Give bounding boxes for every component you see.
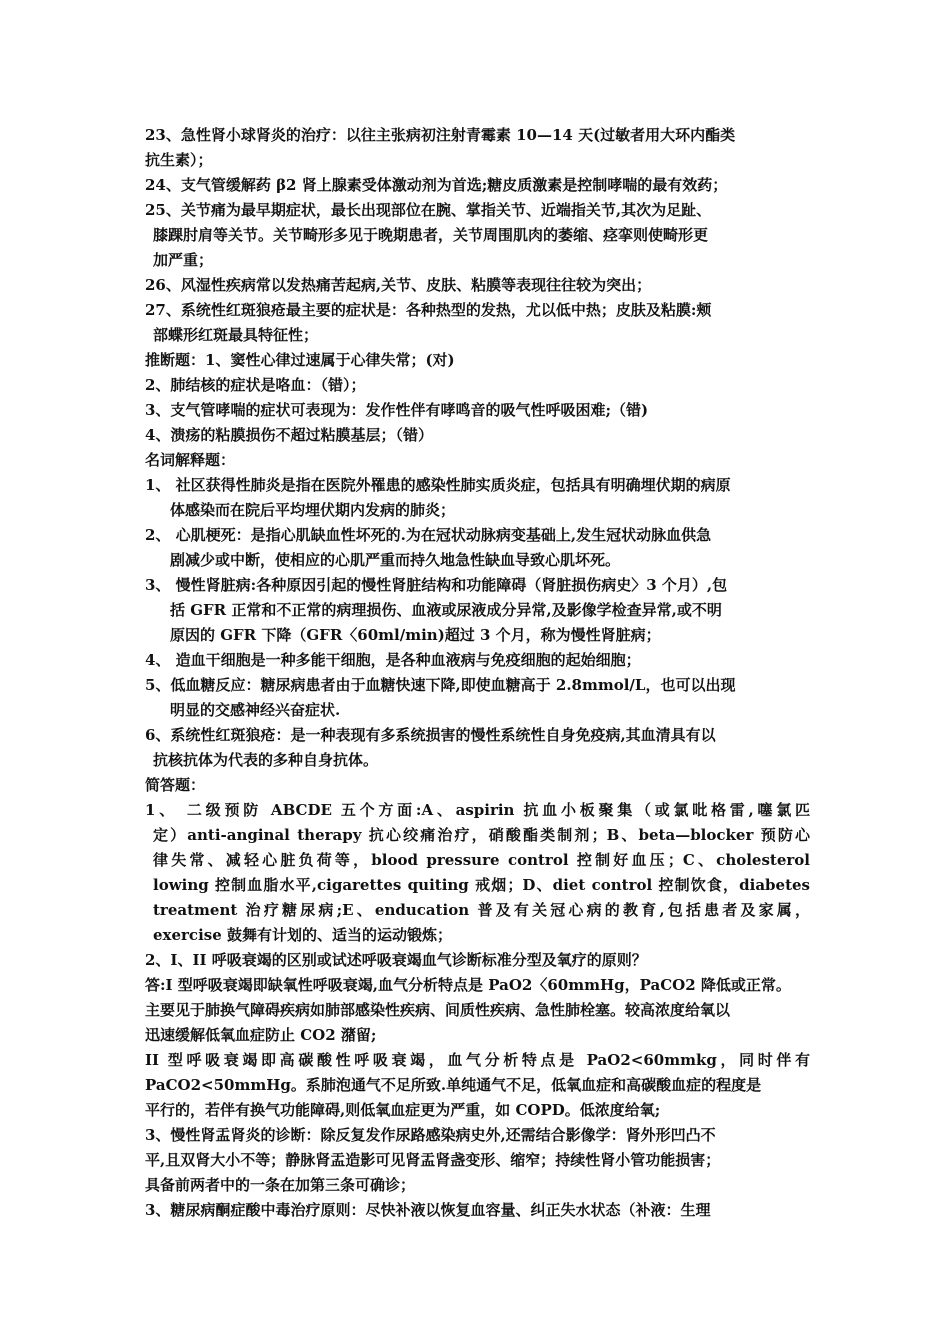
section-heading: 名词解释题：: [145, 451, 236, 469]
text-line: 主要见于肺换气障碍疾病如肺部感染性疾病、间质性疾病、急性肺栓塞。较高浓度给氧以: [145, 1001, 731, 1019]
text-line: 1、 二级预防 ABCDE 五个方面:A、aspirin 抗血小板聚集（或氯吡格雷,噻氯匹: [145, 801, 810, 819]
text-line: 迅速缓解低氧血症防止 CO2 潴留;: [145, 1026, 377, 1044]
text-line: 剧减少或中断，使相应的心肌严重而持久地急性缺血导致心肌坏死。: [170, 551, 621, 569]
text-line: 定）anti-anginal therapy 抗心绞痛治疗，硝酸酯类制剂；B、beta—blocker 预防心: [153, 826, 810, 844]
text-line: 3、糖尿病酮症酸中毒治疗原则：尽快补液以恢复血容量、纠正失水状态（补液：生理: [145, 1201, 711, 1219]
text-line: 23、急性肾小球肾炎的治疗：以往主张病初注射青霉素 10—14 天(过敏者用大环内酯类: [145, 126, 736, 144]
text-line: 律失常、减轻心脏负荷等，blood pressure control 控制好血压；C、cholesterol: [153, 851, 810, 869]
text-line: 4、溃疡的粘膜损伤不超过粘膜基层；（错）: [145, 426, 433, 444]
text-line: 6、系统性红斑狼疮：是一种表现有多系统损害的慢性系统性自身免疫病,其血清具有以: [145, 726, 716, 744]
text-line: 具备前两者中的一条在加第三条可确诊；: [145, 1176, 416, 1194]
text-line: 4、 造血干细胞是一种多能干细胞，是各种血液病与免疫细胞的起始细胞；: [145, 651, 641, 669]
text-line: 抗生素）；: [145, 151, 213, 169]
text-line: 5、低血糖反应：糖尿病患者由于血糖快速下降,即使血糖高于 2.8mmol/L，也可以出现: [145, 676, 736, 694]
text-line: 3、支气管哮喘的症状可表现为：发作性伴有哮鸣音的吸气性呼吸困难;（错): [145, 401, 649, 419]
text-line: 原因的 GFR 下降（GFR〈60ml/min)超过 3 个月，称为慢性肾脏病；: [170, 626, 661, 644]
text-line: 抗核抗体为代表的多种自身抗体。: [153, 751, 379, 769]
text-line: 膝踝肘肩等关节。关节畸形多见于晚期患者，关节周围肌肉的萎缩、痉挛则使畸形更: [153, 226, 709, 244]
text-line: 2、I、II 呼吸衰竭的区别或试述呼吸衰竭血气诊断标准分型及氧疗的原则？: [145, 951, 647, 969]
text-line: 平,且双肾大小不等；静脉肾盂造影可见肾盂肾盏变形、缩窄；持续性肾小管功能损害；: [145, 1151, 721, 1169]
text-line: lowing 控制血脂水平,cigarettes quiting 戒烟；D、diet control 控制饮食，diabetes: [153, 876, 810, 894]
text-line: II 型呼吸衰竭即高碳酸性呼吸衰竭，血气分析特点是 PaO2<60mmkg，同时伴有: [145, 1051, 810, 1069]
text-line: 1、 社区获得性肺炎是指在医院外罹患的感染性肺实质炎症，包括具有明确埋伏期的病原: [145, 476, 731, 494]
text-line: 明显的交感神经兴奋症状.: [170, 701, 341, 719]
document-body: [145, 123, 810, 1223]
section-heading: 简答题：: [145, 776, 206, 794]
text-line: 体感染而在院后平均埋伏期内发病的肺炎；: [170, 501, 456, 519]
text-line: exercise 鼓舞有计划的、适当的运动锻炼；: [153, 926, 452, 944]
text-line: 27、系统性红斑狼疮最主要的症状是：各种热型的发热，尤以低中热；皮肤及粘膜:颊: [145, 301, 712, 319]
text-line: 25、关节痛为最早期症状，最长出现部位在腕、掌指关节、近端指关节,其次为足趾、: [145, 201, 712, 219]
text-line: 平行的，若伴有换气功能障碍,则低氧血症更为严重，如 COPD。低浓度给氧;: [145, 1101, 661, 1119]
text-line: 3、慢性肾盂肾炎的诊断：除反复发作尿路感染病史外,还需结合影像学：肾外形凹凸不: [145, 1126, 716, 1144]
text-line: treatment 治疗糖尿病;E、enducation 普及有关冠心病的教育,包括患者及家属，: [153, 901, 810, 919]
text-line: 部蝶形红斑最具特征性；: [153, 326, 319, 344]
text-line: 推断题：1、窦性心律过速属于心律失常；(对): [145, 351, 455, 369]
text-line: 答:I 型呼吸衰竭即缺氧性呼吸衰竭,血气分析特点是 PaO2〈60mmHg，PaCO2 降低或正常。: [145, 976, 791, 994]
text-line: 括 GFR 正常和不正常的病理损伤、血液或尿液成分异常,及影像学检查异常,或不明: [170, 601, 722, 619]
text-line: 加严重；: [153, 251, 214, 269]
text-line: 26、风湿性疾病常以发热痛苦起病,关节、皮肤、粘膜等表现往往较为突出；: [145, 276, 652, 294]
text-line: PaCO2<50mmHg。系肺泡通气不足所致.单纯通气不足，低氧血症和高碳酸血症的程度是: [145, 1076, 762, 1094]
text-line: 3、 慢性肾脏病:各种原因引起的慢性肾脏结构和功能障碍（肾脏损伤病史〉3 个月）,包: [145, 576, 728, 594]
text-line: 2、肺结核的症状是咯血：（错）；: [145, 376, 366, 394]
text-line: 2、 心肌梗死：是指心肌缺血性坏死的.为在冠状动脉病变基础上,发生冠状动脉血供急: [145, 526, 712, 544]
text-line: 24、支气管缓解药 β2 肾上腺素受体激动剂为首选;糖皮质激素是控制哮喘的最有效药；: [145, 176, 728, 194]
